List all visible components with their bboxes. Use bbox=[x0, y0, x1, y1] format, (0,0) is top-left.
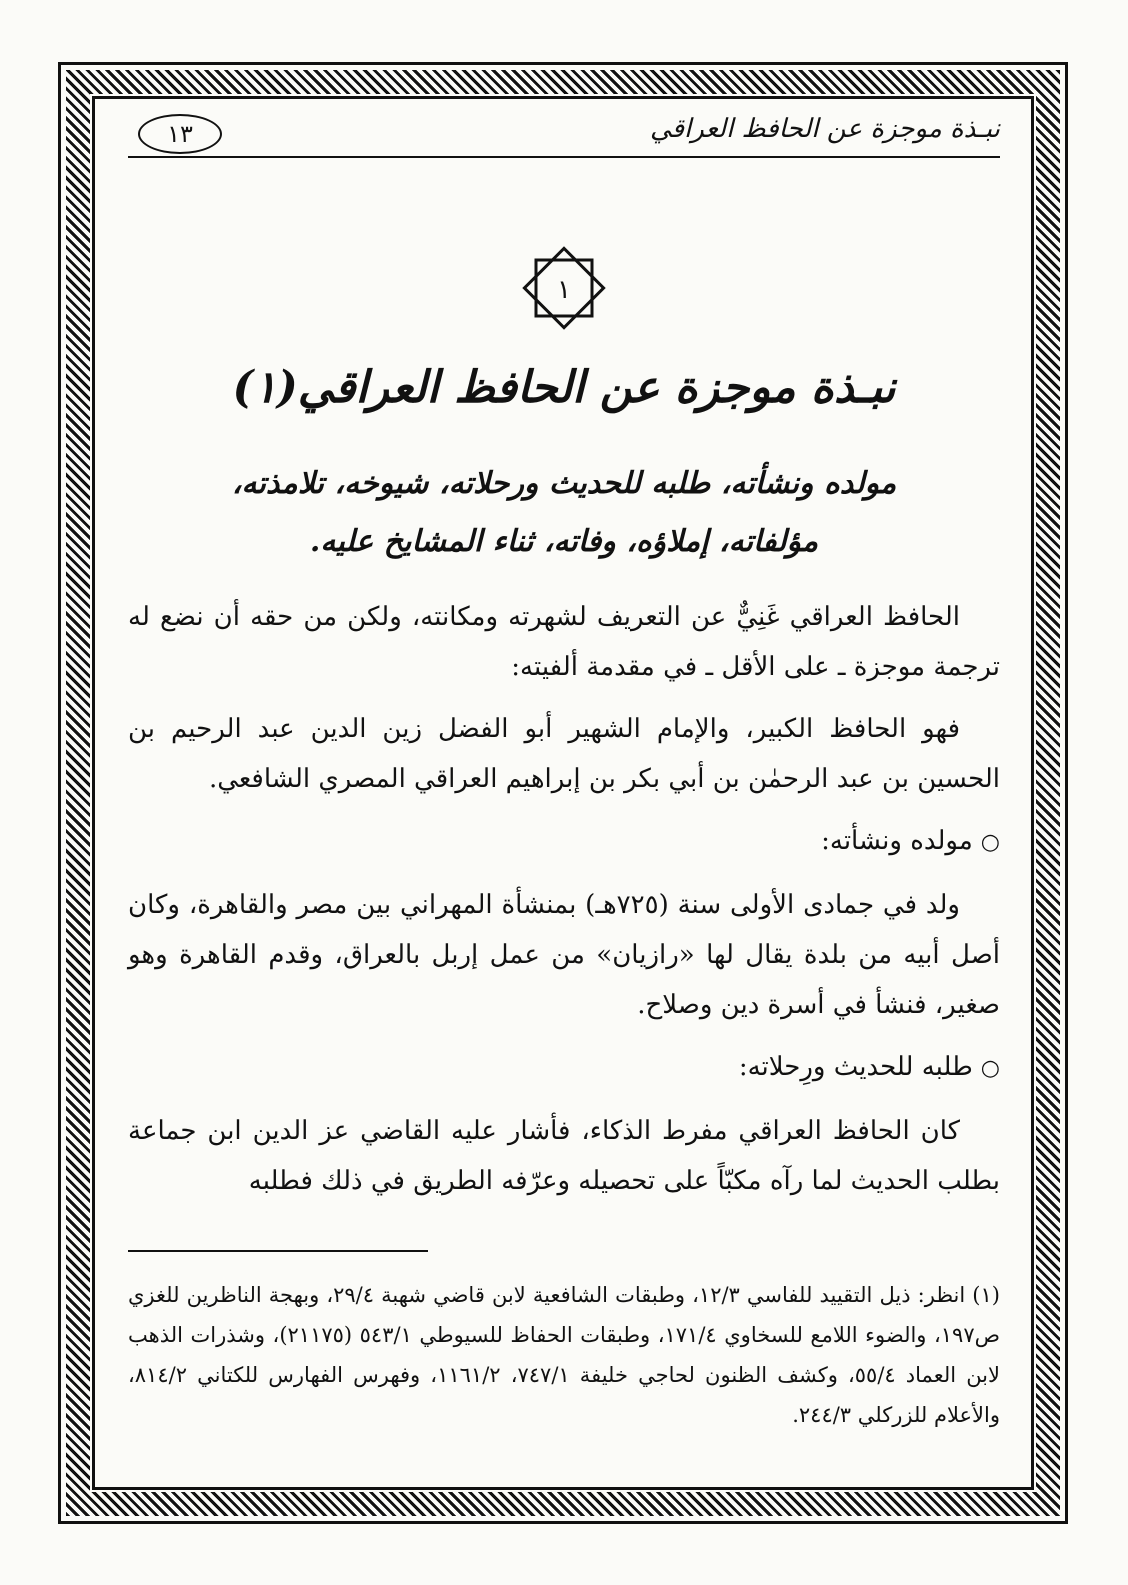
section-heading-birth-label: مولده ونشأته: bbox=[821, 826, 973, 856]
running-header bbox=[128, 106, 1000, 158]
running-title: نبـذة موجزة عن الحافظ العراقي bbox=[649, 114, 1000, 144]
page-number: ١٣ bbox=[138, 114, 222, 154]
heading-circle-icon: ○ bbox=[980, 1056, 1000, 1081]
footnote: (١) انظر: ذيل التقييد للفاسي ١٢/٣، وطبقات الشافعية لابن قاضي شهبة ٢٩/٤، وبهجة الناظرين للغزي ص١٩٧، والضوء اللامع للسخاوي ١٧١/٤، وطبقات الحفاظ للسيوطي ٥٤٣/١ (٢١١٧٥)، وشذرات الذهب لابن العماد ٥٥/٤، وكشف الظنون لحاجي خليفة ٧٤٧/١، ١١٦١/٢، وفهرس الفهارس للكتاني ٨١٤/٢، والأعلام للزركلي ٢٤٤/٣. bbox=[128, 1283, 1000, 1427]
subtitle-line-1: مولده ونشأته، طلبه للحديث ورحلاته، شيوخه، تلامذته، bbox=[231, 466, 897, 501]
subtitle-line-2: مؤلفاته، إملاؤه، وفاته، ثناء المشايخ عليه. bbox=[309, 524, 819, 559]
chapter-title: نبـذة موجزة عن الحافظ العراقي(١) bbox=[232, 362, 896, 413]
heading-circle-icon: ○ bbox=[980, 830, 1000, 855]
intro-paragraph: الحافظ العراقي غَنِيٌّ عن التعريف لشهرته ومكانته، ولكن من حقه أن نضع له ترجمة موجزة ـ على الأقل ـ في مقدمة ألفيته: bbox=[128, 602, 1000, 682]
lineage-paragraph: فهو الحافظ الكبير، والإمام الشهير أبو الفضل زين الدين عبد الرحيم بن الحسين بن عبد الرحمٰن بن أبي بكر بن إبراهيم العراقي المصري الشافعي. bbox=[128, 714, 1000, 794]
chapter-subtitle bbox=[128, 455, 1000, 571]
chapter-number: ١ bbox=[557, 275, 571, 305]
section-heading-travels-label: طلبه للحديث ورِحلاته: bbox=[738, 1052, 973, 1082]
page-content bbox=[128, 100, 1000, 1480]
section-heading-birth bbox=[128, 816, 1000, 868]
section-heading-travels bbox=[128, 1042, 1000, 1094]
body-text bbox=[128, 592, 1000, 1218]
birth-paragraph: ولد في جمادى الأولى سنة (٧٢٥هـ) بمنشأة المهراني بين مصر والقاهرة، وكان أصل أبيه من بلدة يقال لها «رازيان» من عمل إربل بالعراق، وقدم القاهرة وهو صغير، فنشأ في أسرة دين وصلاح. bbox=[128, 890, 1000, 1020]
travels-paragraph: كان الحافظ العراقي مفرط الذكاء، فأشار عليه القاضي عز الدين ابن جماعة بطلب الحديث لما رآه مكبّاً على تحصيله وعرّفه الطريق في ذلك فطلبه bbox=[128, 1116, 1000, 1196]
footnote-rule bbox=[128, 1250, 428, 1252]
chapter-star-ornament bbox=[514, 238, 614, 338]
